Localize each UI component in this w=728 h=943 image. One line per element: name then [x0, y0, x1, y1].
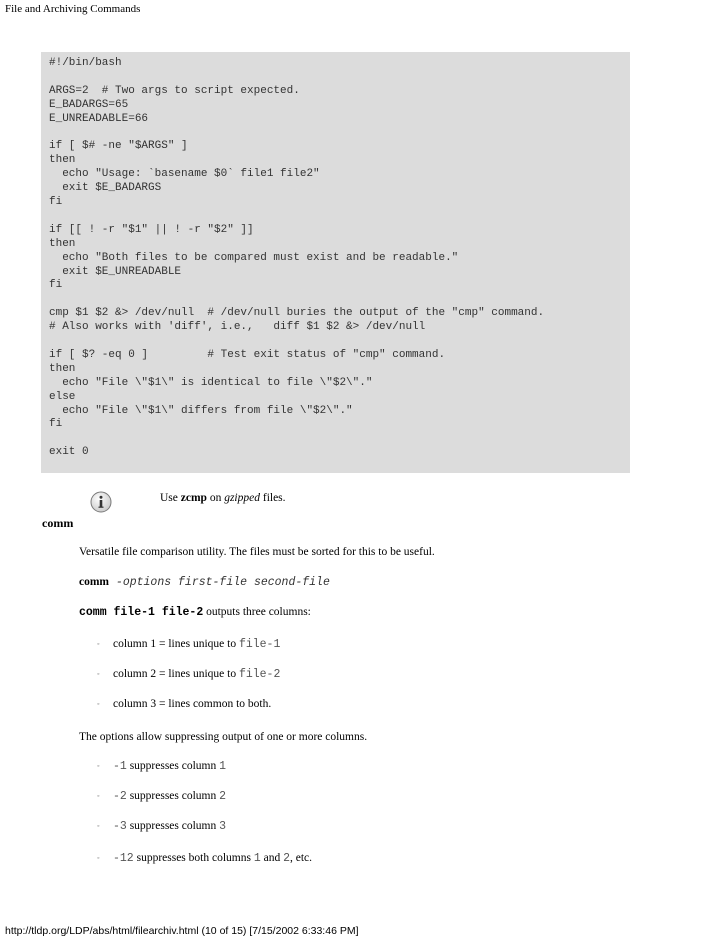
list-item — [97, 820, 226, 833]
code-line: exit $E_UNREADABLE — [49, 265, 182, 278]
option-flag: -1 — [113, 760, 127, 773]
code-line: then — [49, 362, 76, 375]
synopsis-args: -options first-file second-file — [109, 576, 330, 589]
list-item-code: file-1 — [238, 638, 281, 651]
code-line: else — [49, 390, 76, 403]
list-item-text: column 3 = lines common to both. — [113, 698, 272, 710]
page-footer-url: http://tldp.org/LDP/abs/html/filearchiv.html (10 of 15) [7/15/2002 6:33:46 PM] — [5, 925, 359, 937]
bullet-icon: ◦ — [97, 854, 100, 862]
code-line: echo "File \"$1\" differs from file \"$2\"." — [49, 404, 353, 417]
option-and: and — [260, 852, 284, 864]
code-line: #!/bin/bash — [49, 57, 122, 69]
option-text: suppresses both columns — [133, 852, 254, 864]
note-command: zcmp — [180, 492, 207, 504]
code-line — [49, 432, 622, 446]
code-line — [49, 127, 622, 141]
code-line: echo "File \"$1\" is identical to file \"$2\"." — [49, 376, 373, 389]
code-line: cmp $1 $2 &> /dev/null # /dev/null buries the output of the "cmp" command. — [49, 307, 545, 320]
code-line: if [[ ! -r "$1" || ! -r "$2" ]] — [49, 223, 254, 236]
code-line: then — [49, 237, 76, 250]
option-column: 1 — [219, 760, 227, 773]
option-column: 3 — [219, 820, 227, 833]
option-tail: , etc. — [290, 852, 313, 864]
list-item — [97, 638, 280, 651]
list-item — [97, 852, 312, 865]
option-text: suppresses column — [126, 760, 220, 772]
note-pre: Use — [160, 492, 181, 504]
option-column: 2 — [219, 790, 227, 803]
code-line: fi — [49, 418, 63, 431]
code-line — [49, 71, 622, 85]
code-line: fi — [49, 279, 63, 292]
note-post: files. — [259, 492, 286, 504]
list-item-text: column 1 = lines unique to — [113, 638, 239, 650]
code-block — [41, 52, 630, 473]
code-line: # Also works with 'diff', i.e., diff $1 $2 &> /dev/null — [49, 321, 426, 334]
code-line: exit $E_BADARGS — [49, 182, 162, 195]
code-line: ARGS=2 # Two args to script expected. — [49, 84, 300, 97]
code-line: echo "Both files to be compared must exist and be readable." — [49, 251, 459, 264]
note-mid: on — [206, 492, 225, 504]
list-item — [97, 668, 280, 681]
code-line — [49, 293, 622, 307]
outputs-command: comm file-1 file-2 — [79, 606, 204, 619]
option-column: 2 — [283, 852, 290, 865]
note-text — [160, 492, 286, 504]
option-text: suppresses column — [126, 790, 220, 802]
list-item-code: file-2 — [238, 668, 281, 681]
note-emphasis: gzipped — [224, 492, 260, 504]
code-line — [49, 210, 622, 224]
bullet-icon: ◦ — [97, 670, 100, 678]
list-item-text: column 2 = lines unique to — [113, 668, 239, 680]
bullet-icon: ◦ — [97, 792, 100, 800]
code-line: fi — [49, 196, 63, 209]
code-line: echo "Usage: `basename $0` file1 file2" — [49, 168, 320, 181]
outputs-line — [79, 606, 311, 619]
running-head: File and Archiving Commands — [5, 3, 141, 15]
option-column: 1 — [253, 852, 261, 865]
code-line: E_BADARGS=65 — [49, 98, 129, 111]
code-line: if [ $? -eq 0 ] # Test exit status of "cmp" command. — [49, 348, 446, 361]
option-flag: -2 — [113, 790, 127, 803]
options-intro: The options allow suppressing output of one or more columns. — [79, 731, 368, 743]
info-icon — [90, 491, 112, 513]
description: Versatile file comparison utility. The files must be sorted for this to be useful. — [79, 546, 435, 558]
bullet-icon: ◦ — [97, 700, 100, 708]
synopsis — [79, 576, 330, 589]
list-item — [97, 760, 226, 773]
code-line: then — [49, 154, 76, 167]
bullet-icon: ◦ — [97, 640, 100, 648]
option-flag: -3 — [113, 820, 127, 833]
list-item — [97, 698, 271, 711]
option-text: suppresses column — [126, 820, 220, 832]
code-line — [49, 335, 622, 349]
code-line: E_UNREADABLE=66 — [49, 112, 149, 125]
code-line: if [ $# -ne "$ARGS" ] — [49, 140, 188, 153]
bullet-icon: ◦ — [97, 822, 100, 830]
term-title: comm — [42, 516, 74, 530]
outputs-text: outputs three columns: — [203, 606, 311, 618]
bullet-icon: ◦ — [97, 762, 100, 770]
list-item — [97, 790, 226, 803]
synopsis-command: comm — [79, 576, 110, 588]
code-line: exit 0 — [49, 446, 89, 459]
option-flag: -12 — [113, 852, 134, 865]
